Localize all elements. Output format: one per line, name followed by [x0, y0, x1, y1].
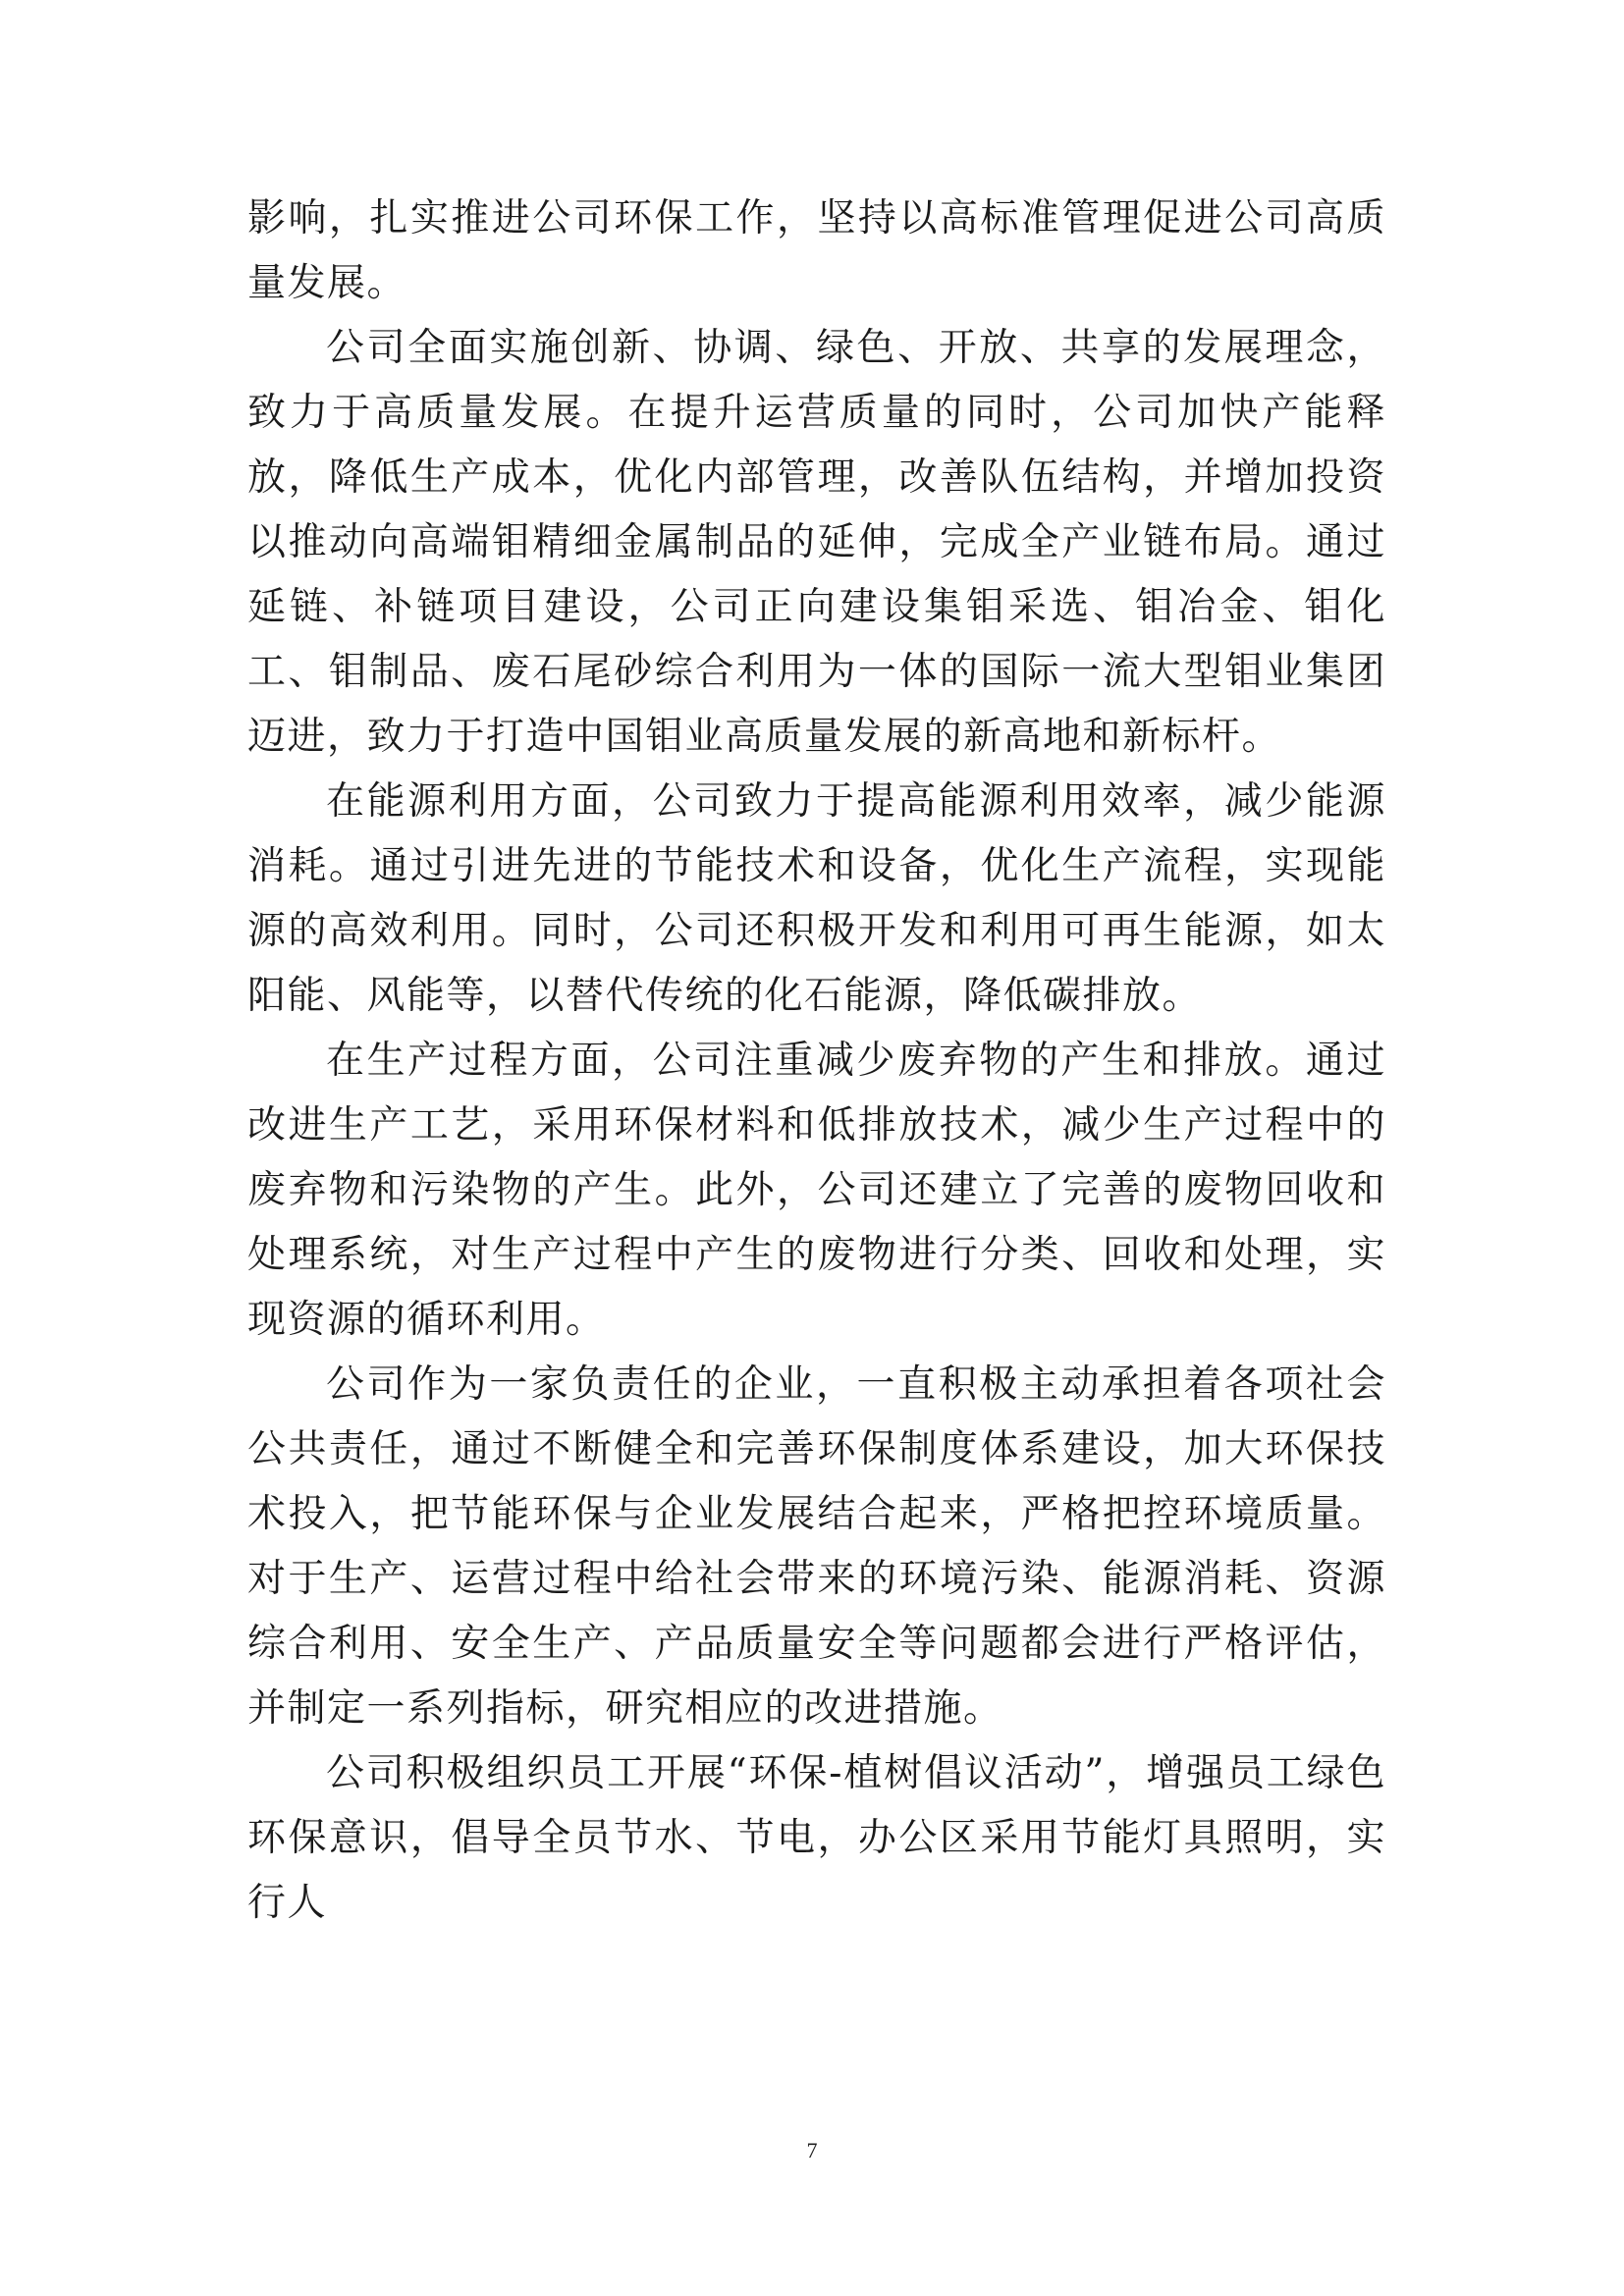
body-text: [247, 187, 1386, 1936]
page-number: 7: [806, 2138, 818, 2163]
paragraph-development-philosophy: 公司全面实施创新、协调、绿色、开放、共享的发展理念，致力于高质量发展。在提升运营质量的同时，公司加快产能释放，降低生产成本，优化内部管理，改善队伍结构，并增加投资以推动向高端钼精细金属制品的延伸，完成全产业链布局。通过延链、补链项目建设，公司正向建设集钼采选、钼冶金、钼化工、钼制品、废石尾砂综合利用为一体的国际一流大型钼业集团迈进，致力于打造中国钼业高质量发展的新高地和新标杆。: [247, 326, 1386, 759]
paragraph-tree-planting-initiative: 公司积极组织员工开展“环保-植树倡议活动”，增强员工绿色环保意识，倡导全员节水、节电，办公区采用节能灯具照明，实行人: [247, 1751, 1386, 1925]
paragraph-continuation: 影响，扎实推进公司环保工作，坚持以高标准管理促进公司高质量发展。: [247, 196, 1386, 305]
paragraph-social-responsibility: 公司作为一家负责任的企业，一直积极主动承担着各项社会公共责任，通过不断健全和完善环保制度体系建设，加大环保技术投入，把节能环保与企业发展结合起来，严格把控环境质量。对于生产、运营过程中给社会带来的环境污染、能源消耗、资源综合利用、安全生产、产品质量安全等问题都会进行严格评估，并制定一系列指标，研究相应的改进措施。: [247, 1362, 1386, 1731]
paragraph-production-process: 在生产过程方面，公司注重减少废弃物的产生和排放。通过改进生产工艺，采用环保材料和低排放技术，减少生产过程中的废弃物和污染物的产生。此外，公司还建立了完善的废物回收和处理系统，对生产过程中产生的废物进行分类、回收和处理，实现资源的循环利用。: [247, 1039, 1386, 1342]
paragraph-energy-use: 在能源利用方面，公司致力于提高能源利用效率，减少能源消耗。通过引进先进的节能技术和设备，优化生产流程，实现能源的高效利用。同时，公司还积极开发和利用可再生能源，如太阳能、风能等，以替代传统的化石能源，降低碳排放。: [247, 779, 1386, 1018]
